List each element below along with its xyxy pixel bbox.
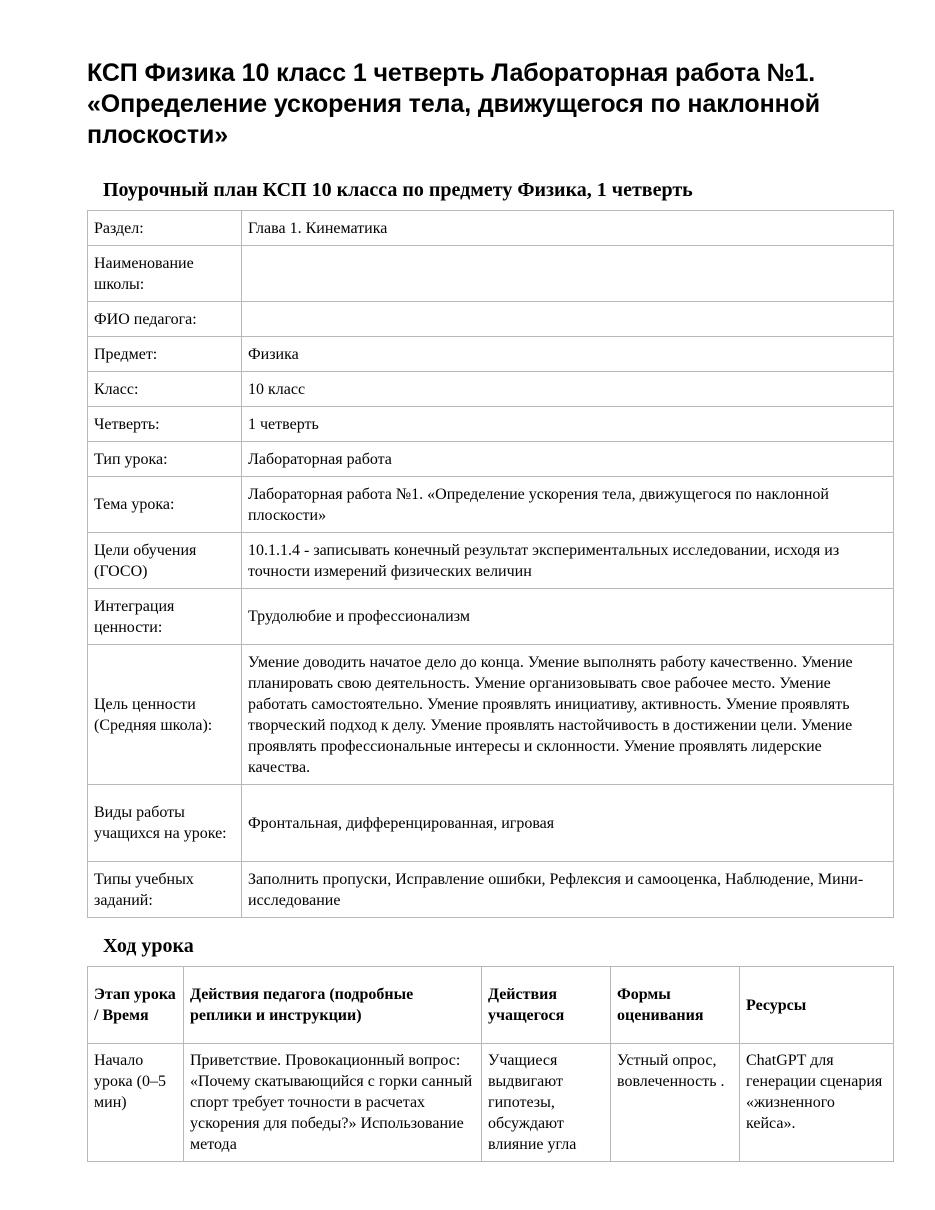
plan-label-lesson-type: Тип урока:: [88, 442, 242, 477]
plan-value-goals: 10.1.1.4 - записывать конечный результат экспериментальных исследовании, исходя из точности измерений физических величин: [242, 533, 894, 589]
document-page: [87, 58, 893, 1162]
lesson-flow-heading: Ход урока: [103, 935, 194, 957]
cell-resources: ChatGPT для генерации сценария «жизненного кейса».: [740, 1044, 894, 1162]
plan-value-quarter: 1 четверть: [242, 407, 894, 442]
table-row: [88, 372, 894, 407]
plan-label-school: Наименование школы:: [88, 246, 242, 302]
plan-label-goals: Цели обучения (ГОСО): [88, 533, 242, 589]
table-row: [88, 442, 894, 477]
header-resources: Ресурсы: [740, 967, 894, 1044]
plan-value-lesson-type: Лабораторная работа: [242, 442, 894, 477]
plan-value-teacher: [242, 302, 894, 337]
plan-value-topic: Лабораторная работа №1. «Определение ускорения тела, движущегося по наклонной плоскости»: [242, 477, 894, 533]
plan-label-grade: Класс:: [88, 372, 242, 407]
table-row: [88, 645, 894, 785]
header-teacher-actions: Действия педагога (подробные реплики и инструкции): [184, 967, 482, 1044]
plan-value-work-types: Фронтальная, дифференцированная, игровая: [242, 785, 894, 862]
cell-teacher-actions: Приветствие. Провокационный вопрос: «Почему скатывающийся с горки санный спорт требует точности в расчетах ускорения для победы?» Использование метода: [184, 1044, 482, 1162]
plan-label-work-types: Виды работы учащихся на уроке:: [88, 785, 242, 862]
table-row: [88, 589, 894, 645]
table-row: [88, 337, 894, 372]
table-row: [88, 785, 894, 862]
plan-label-task-types: Типы учебных заданий:: [88, 862, 242, 918]
plan-value-subject: Физика: [242, 337, 894, 372]
table-row: [88, 302, 894, 337]
header-student-actions: Действия учащегося: [482, 967, 611, 1044]
header-stage: Этап урока / Время: [88, 967, 184, 1044]
plan-heading: Поурочный план КСП 10 класса по предмету Физика, 1 четверть: [103, 179, 693, 201]
document-title: КСП Физика 10 класс 1 четверть Лабораторная работа №1. «Определение ускорения тела, движущегося по наклонной плоскости»: [87, 59, 821, 149]
plan-label-topic: Тема урока:: [88, 477, 242, 533]
cell-stage: Начало урока (0–5 мин): [88, 1044, 184, 1162]
cell-student-actions: Учащиеся выдвигают гипотезы, обсуждают влияние угла: [482, 1044, 611, 1162]
plan-value-task-types: Заполнить пропуски, Исправление ошибки, Рефлексия и самооценка, Наблюдение, Мини-исследование: [242, 862, 894, 918]
header-assessment: Формы оценивания: [611, 967, 740, 1044]
table-row: [88, 246, 894, 302]
table-row: [88, 1044, 894, 1162]
plan-label-values: Интеграция ценности:: [88, 589, 242, 645]
plan-label-value-goal: Цель ценности (Средняя школа):: [88, 645, 242, 785]
cell-assessment: Устный опрос, вовлеченность .: [611, 1044, 740, 1162]
table-row: [88, 533, 894, 589]
plan-value-grade: 10 класс: [242, 372, 894, 407]
plan-label-section: Раздел:: [88, 211, 242, 246]
table-row: [88, 407, 894, 442]
plan-label-quarter: Четверть:: [88, 407, 242, 442]
table-row: [88, 862, 894, 918]
table-row: [88, 211, 894, 246]
plan-value-section: Глава 1. Кинематика: [242, 211, 894, 246]
table-header-row: [88, 967, 894, 1044]
lesson-flow-table: [87, 966, 894, 1162]
lesson-plan-table: [87, 210, 894, 918]
plan-value-school: [242, 246, 894, 302]
plan-label-teacher: ФИО педагога:: [88, 302, 242, 337]
plan-value-values: Трудолюбие и профессионализм: [242, 589, 894, 645]
table-row: [88, 477, 894, 533]
plan-label-subject: Предмет:: [88, 337, 242, 372]
plan-value-value-goal: Умение доводить начатое дело до конца. Умение выполнять работу качественно. Умение планировать свою деятельность. Умение организовывать свое рабочее место. Умение работать самостоятельно. Умение проявлять инициативу, активность. Умение проявлять творческий подход к делу. Умение проявлять настойчивость в достижении цели. Умение проявлять профессиональные интересы и склонности. Умение проявлять лидерские качества.: [242, 645, 894, 785]
